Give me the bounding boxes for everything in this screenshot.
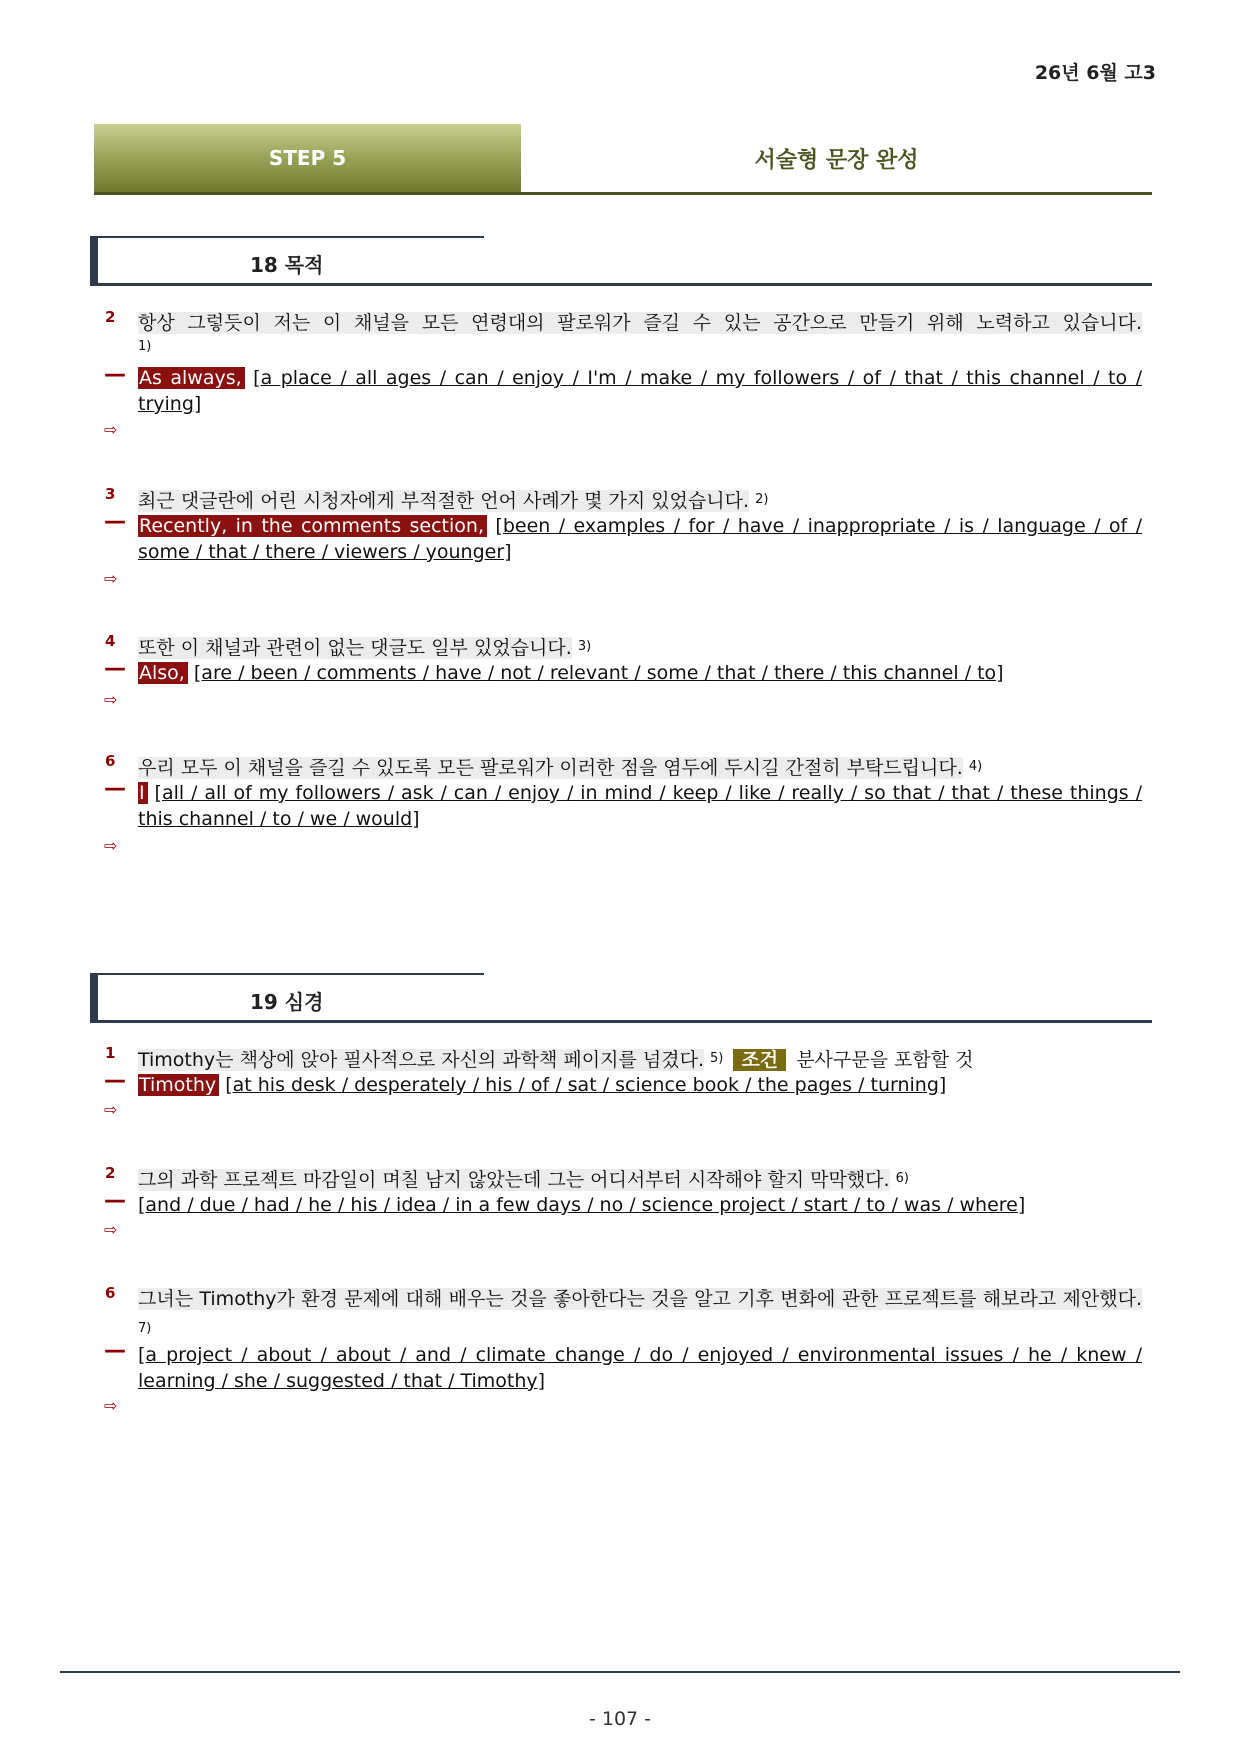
word-bank: [a place / all ages / can / enjoy / I'm / make / my followers / of / that / this channel / to / trying] [138, 367, 1142, 415]
english-scramble [138, 780, 1142, 832]
section-title: 18 목적 [250, 253, 324, 277]
korean-sentence: 최근 댓글란에 어린 시청자에게 부적절한 언어 사례가 몇 가지 있었습니다. $^{2)}$ [138, 490, 769, 512]
footer-divider [60, 1671, 1180, 1673]
given-start: Recently, in the comments section, [138, 515, 487, 537]
dash-marker: — [104, 1338, 126, 1363]
section-header-19 [90, 973, 1152, 1023]
word-bank: [been / examples / for / have / inappropriate / is / language / of / some / that / there / viewers / younger] [138, 515, 1142, 563]
dash-marker: — [104, 1188, 126, 1213]
english-scramble [138, 660, 1142, 686]
english-scramble [138, 1072, 1142, 1098]
step-underline [94, 192, 1152, 195]
exam-header: 26년 6월 고3 [1034, 62, 1156, 84]
given-start: Also, [138, 662, 188, 684]
question-number: 3 [105, 485, 116, 503]
dash-marker: — [104, 362, 126, 387]
word-bank: [at his desk / desperately / his / of / sat / science book / the pages / turning] [225, 1074, 947, 1096]
question-number: 2 [105, 1164, 116, 1182]
english-scramble [138, 1192, 1142, 1218]
condition-text: 분사구문을 포함할 것 [796, 1049, 974, 1071]
question-number: 2 [105, 308, 116, 326]
english-scramble [138, 1342, 1142, 1394]
step-banner [94, 124, 1152, 196]
dash-marker: — [104, 1068, 126, 1093]
section-header-18 [90, 236, 1152, 286]
word-bank: [are / been / comments / have / not / relevant / some / that / there / this channel / to] [193, 662, 1004, 684]
answer-arrow: ⇨ [104, 1100, 118, 1119]
korean-sentence: 또한 이 채널과 관련이 없는 댓글도 일부 있었습니다. $^{3)}$ [138, 637, 592, 659]
given-start: As always, [138, 367, 245, 389]
korean-sentence: 그녀는 Timothy가 환경 문제에 대해 배우는 것을 좋아한다는 것을 알고 기후 변화에 관한 프로젝트를 해보라고 제안했다. $^{7)}$ [138, 1288, 1142, 1336]
word-bank: [and / due / had / he / his / idea / in a few days / no / science project / start / to / was / where] [138, 1194, 1026, 1216]
given-start: Timothy [138, 1074, 219, 1096]
footnote-ref: 1) [138, 339, 152, 354]
question-number: 1 [105, 1044, 116, 1062]
english-scramble [138, 365, 1142, 417]
dash-marker: — [104, 776, 126, 801]
dash-marker: — [104, 509, 126, 534]
section-title: 19 심경 [250, 990, 324, 1014]
step-label: STEP 5 [94, 124, 521, 192]
korean-sentence: 그의 과학 프로젝트 마감일이 며칠 남지 않았는데 그는 어디서부터 시작해야 할지 막막했다. $^{6)}$ [138, 1169, 909, 1191]
given-start: I [138, 782, 148, 804]
answer-arrow: ⇨ [104, 1396, 118, 1415]
word-bank: [a project / about / about / and / climate change / do / enjoyed / environmental issues / he / knew / learning / she / suggested / that / Timothy] [138, 1344, 1142, 1392]
answer-arrow: ⇨ [104, 836, 118, 855]
condition-badge: 조건 [733, 1049, 786, 1071]
english-scramble [138, 513, 1142, 565]
korean-sentence: Timothy는 책상에 앉아 필사적으로 자신의 과학책 페이지를 넘겼다. $^{5)}$ 조건 분사구문을 포함할 것 [138, 1049, 974, 1071]
answer-arrow: ⇨ [104, 569, 118, 588]
word-bank: [all / all of my followers / ask / can / enjoy / in mind / keep / like / really / so that / that / these things / this channel / to / we / would] [138, 782, 1142, 830]
answer-arrow: ⇨ [104, 1220, 118, 1239]
dash-marker: — [104, 656, 126, 681]
question-number: 6 [105, 1284, 116, 1302]
answer-arrow: ⇨ [104, 420, 118, 439]
korean-sentence: 우리 모두 이 채널을 즐길 수 있도록 모든 팔로워가 이러한 점을 염두에 두시길 간절히 부탁드립니다. $^{4)}$ [138, 757, 983, 779]
question-number: 6 [105, 752, 116, 770]
korean-sentence: 항상 그렇듯이 저는 이 채널을 모든 연령대의 팔로워가 즐길 수 있는 공간으로 만들기 위해 노력하고 있습니다. [138, 312, 1142, 334]
step-title: 서술형 문장 완성 [754, 147, 919, 173]
page-number: - 107 - [588, 1708, 652, 1730]
question-number: 4 [105, 632, 116, 650]
answer-arrow: ⇨ [104, 690, 118, 709]
